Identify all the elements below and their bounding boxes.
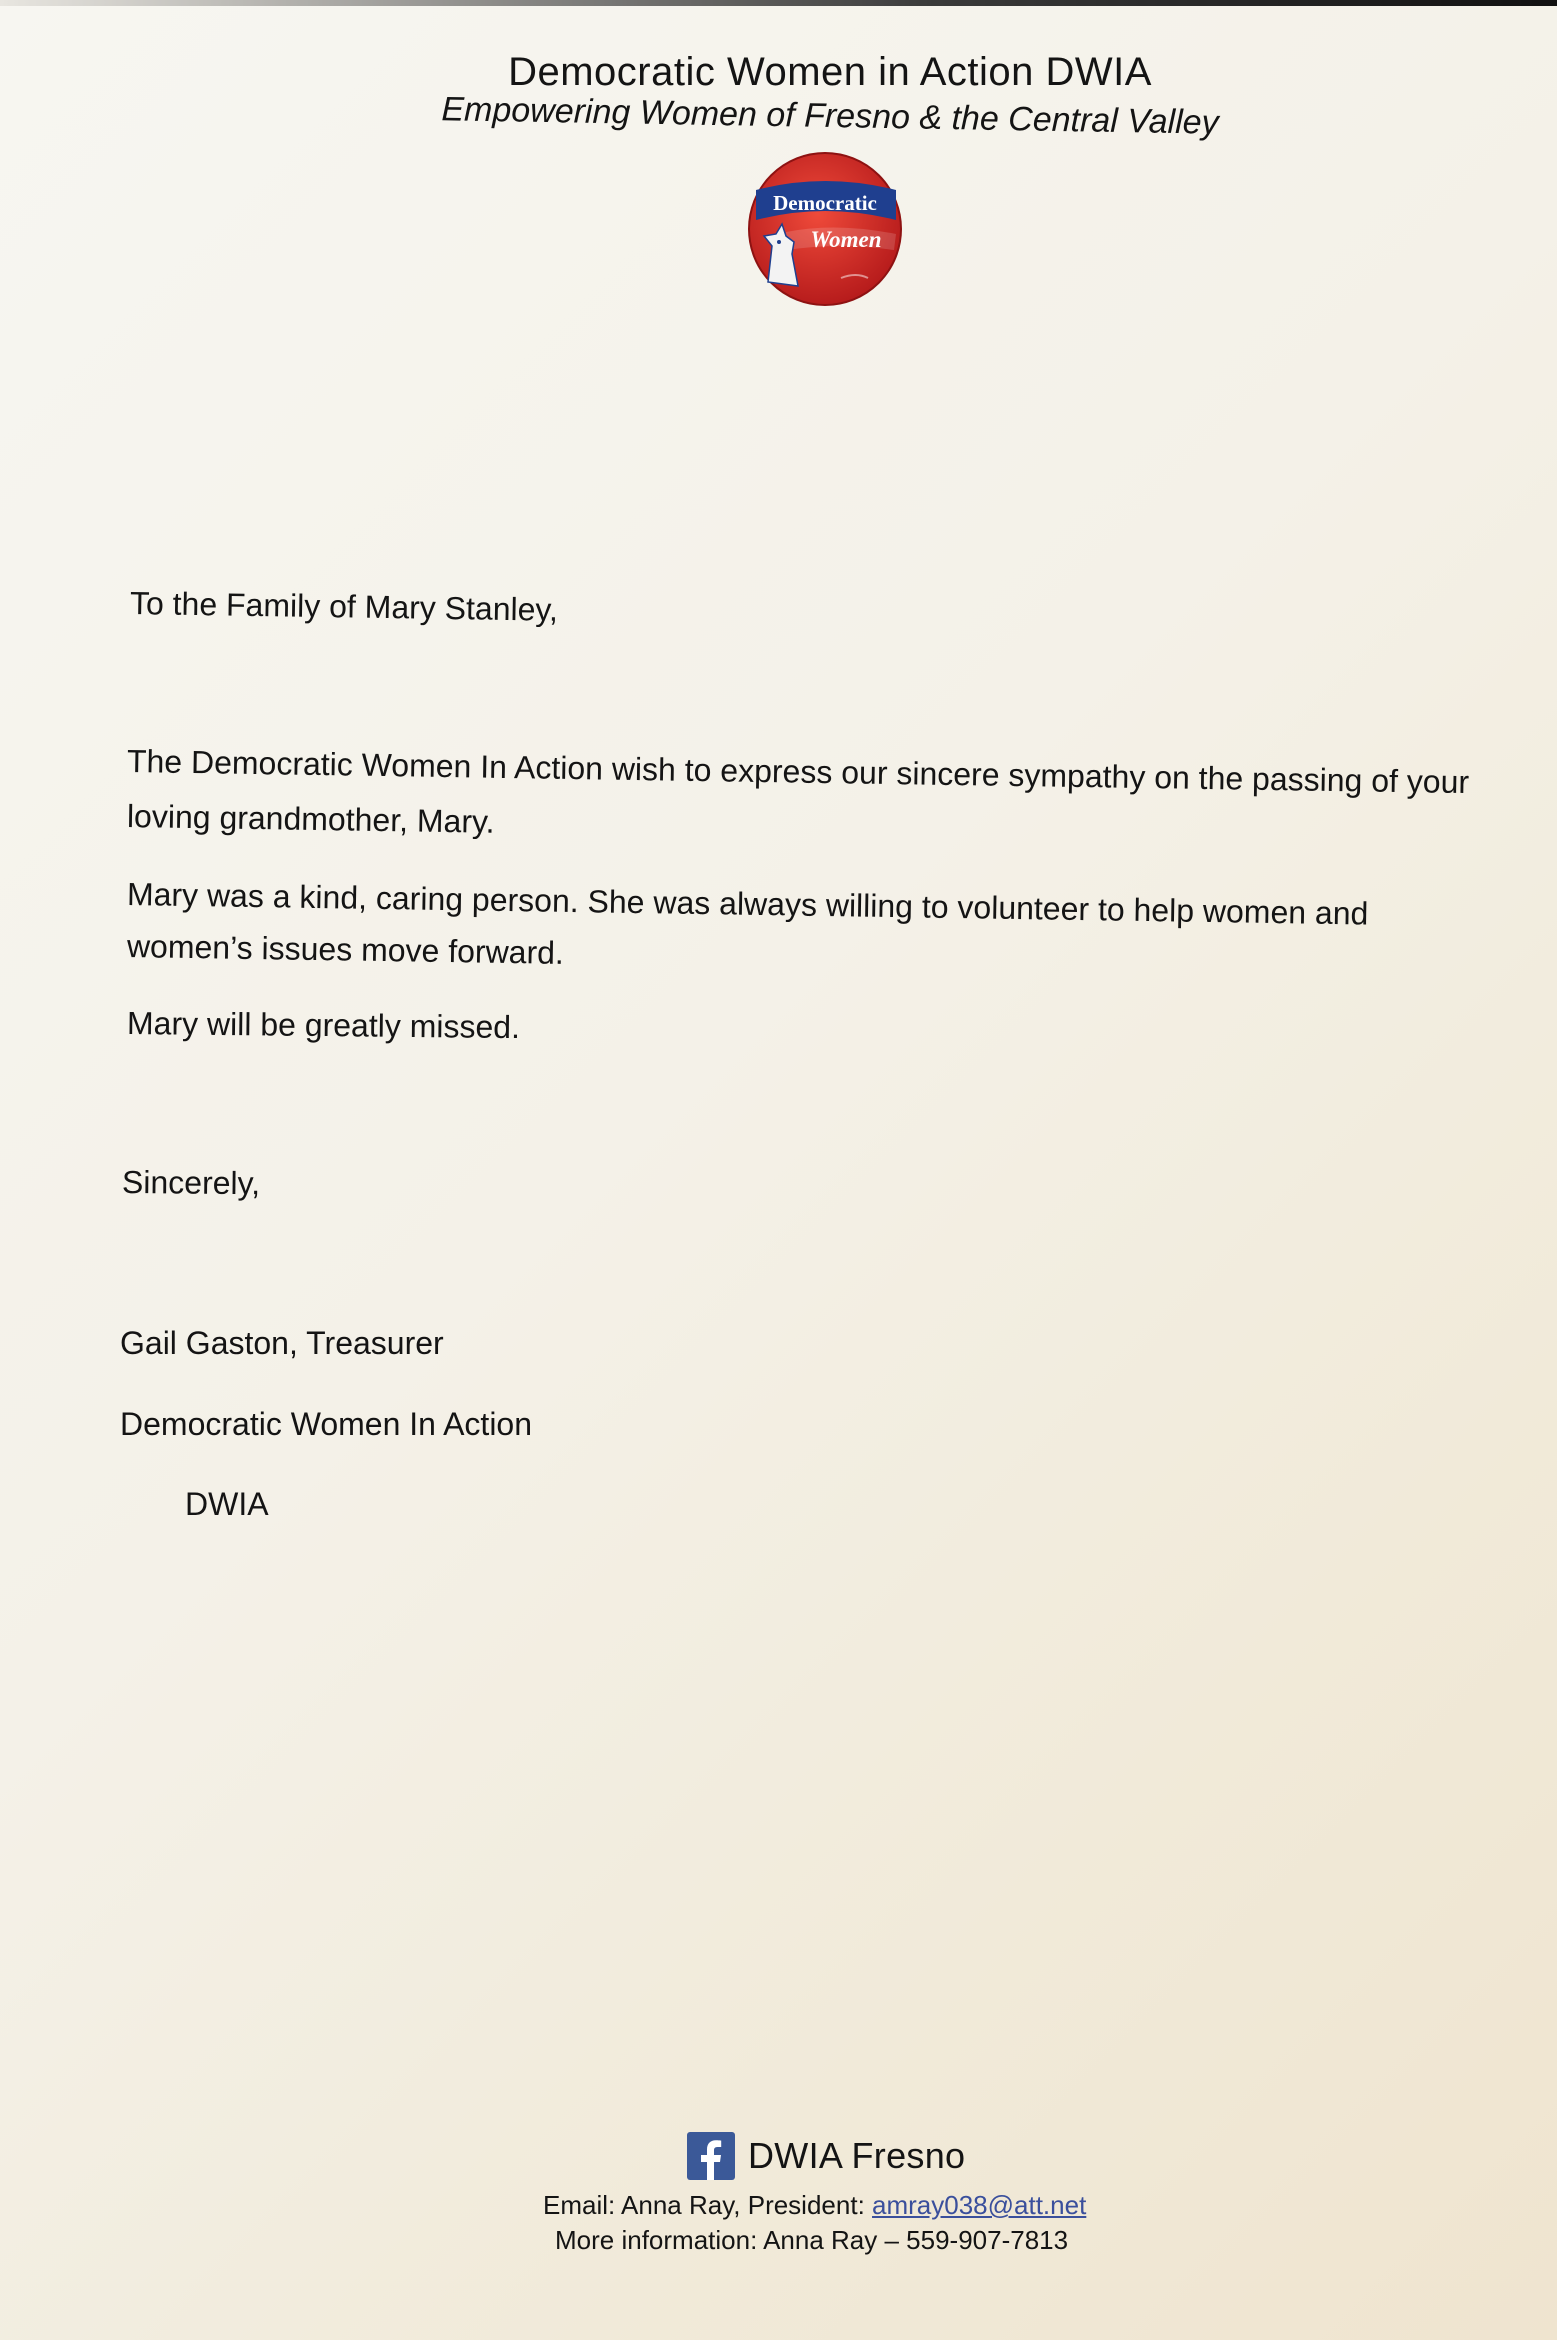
footer-email-prefix: Email: Anna Ray, President:: [543, 2190, 873, 2220]
letter-closing: Sincerely,: [121, 1164, 261, 1202]
paragraph-3: Mary will be greatly missed.: [126, 1005, 521, 1046]
signature-abbreviation: DWIA: [185, 1486, 269, 1522]
facebook-icon: [687, 2132, 735, 2180]
org-name-heading: Democratic Women in Action DWIA: [508, 50, 1152, 94]
paragraph-2-line-2: women’s issues move forward.: [126, 928, 565, 971]
footer-social-link[interactable]: [687, 2131, 965, 2181]
badge-line2: Women: [810, 227, 882, 252]
letter-salutation: To the Family of Mary Stanley,: [129, 585, 559, 628]
paragraph-1-line-2: loving grandmother, Mary.: [126, 798, 495, 840]
paragraph-1-line-1: The Democratic Women In Action wish to express our sincere sympathy on the passing of your: [126, 743, 1470, 801]
footer-email-line: [543, 2190, 1086, 2221]
footer-more-info: More information: Anna Ray – 559-907-7813: [555, 2225, 1069, 2255]
org-tagline: Empowering Women of Fresno & the Central Valley: [441, 90, 1219, 142]
paragraph-2-line-1: Mary was a kind, caring person. She was always willing to volunteer to help women and: [126, 876, 1369, 932]
signature-name: Gail Gaston, Treasurer: [120, 1325, 444, 1361]
badge-line1: Democratic: [773, 191, 877, 215]
signature-organization: Democratic Women In Action: [120, 1406, 533, 1442]
email-link[interactable]: amray038@att.net: [872, 2190, 1087, 2220]
facebook-page-label: DWIA Fresno: [748, 2135, 966, 2176]
